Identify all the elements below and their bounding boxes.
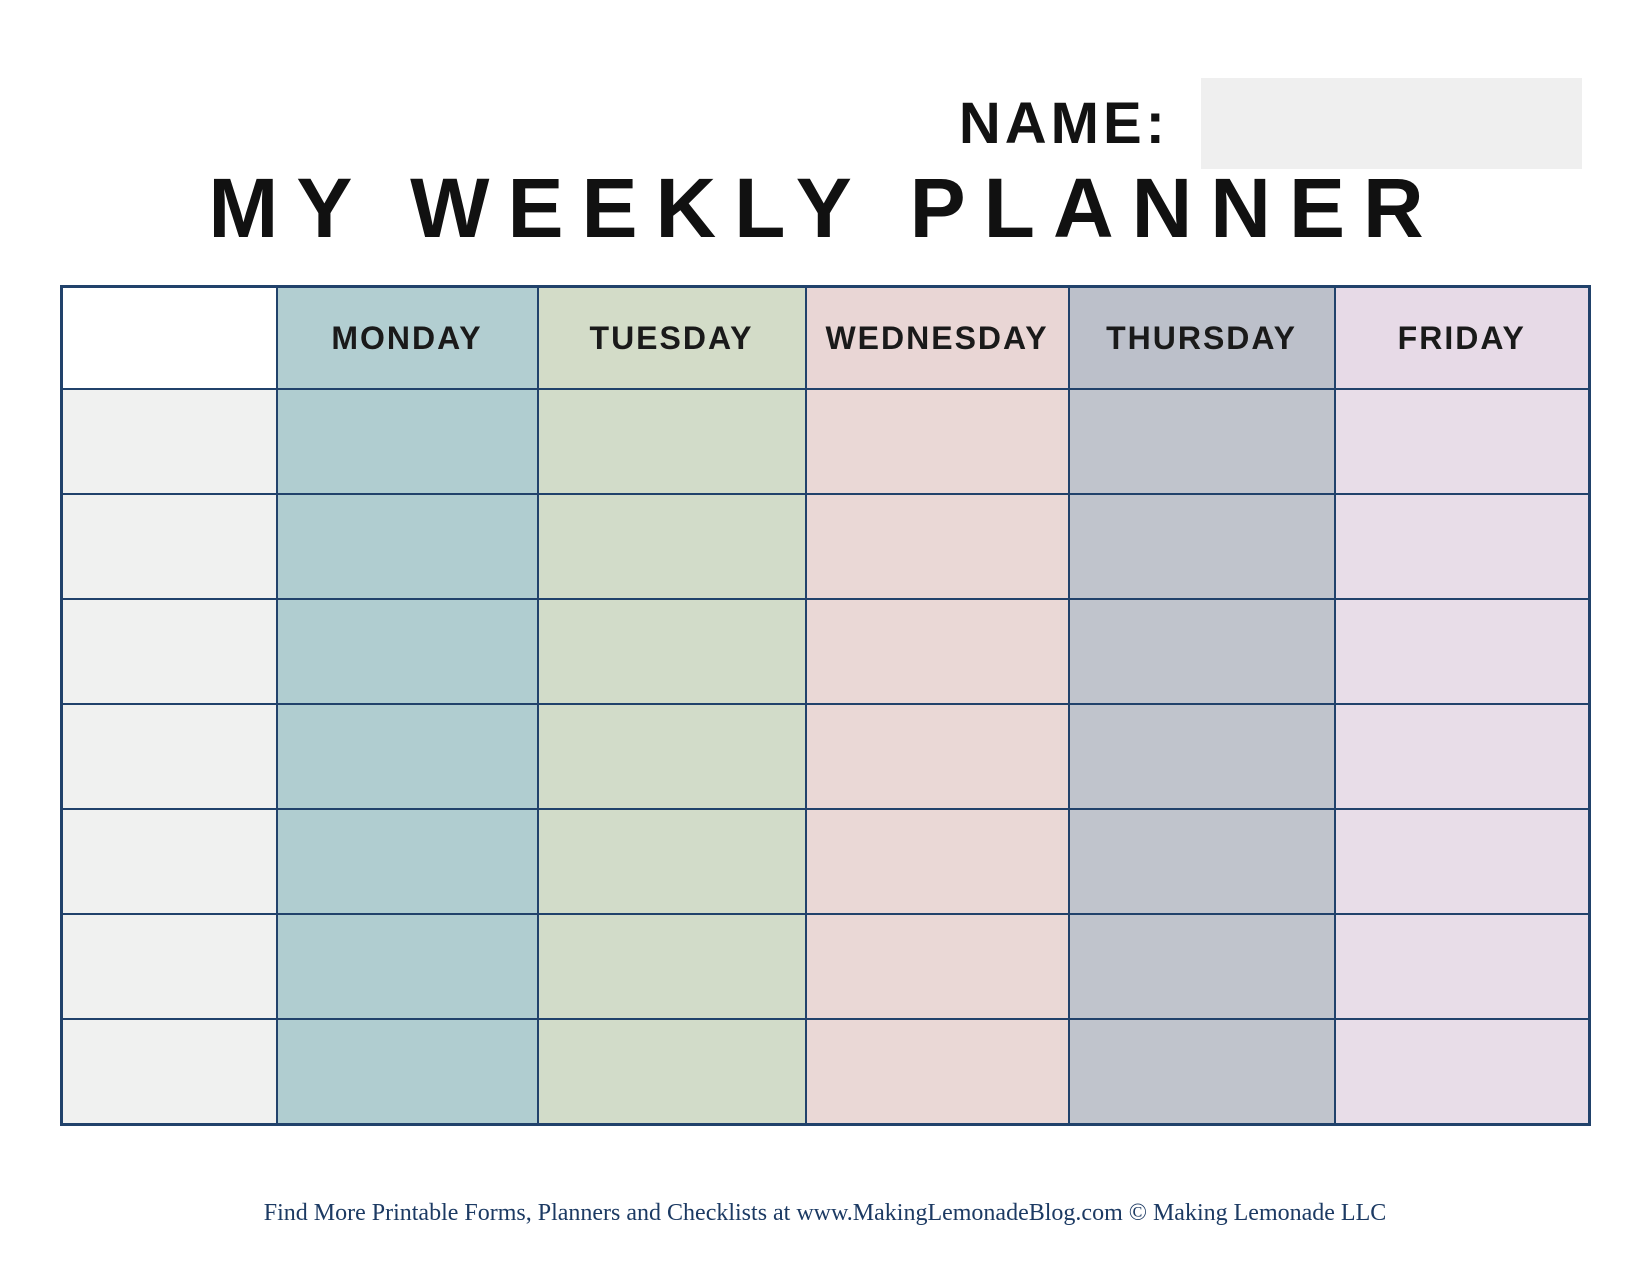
- planner-cell-monday[interactable]: [277, 704, 538, 809]
- header-cell-friday: FRIDAY: [1335, 287, 1590, 390]
- planner-row: [62, 389, 1590, 494]
- planner-cell-blank[interactable]: [62, 494, 277, 599]
- planner-cell-wednesday[interactable]: [806, 1019, 1069, 1125]
- planner-cell-friday[interactable]: [1335, 704, 1590, 809]
- name-input-box[interactable]: [1201, 78, 1582, 169]
- header-cell-blank: [62, 287, 277, 390]
- planner-cell-friday[interactable]: [1335, 389, 1590, 494]
- planner-cell-blank[interactable]: [62, 389, 277, 494]
- planner-cell-thursday[interactable]: [1069, 914, 1335, 1019]
- planner-cell-blank[interactable]: [62, 704, 277, 809]
- header-cell-wednesday: WEDNESDAY: [806, 287, 1069, 390]
- planner-cell-thursday[interactable]: [1069, 599, 1335, 704]
- planner-row: [62, 599, 1590, 704]
- planner-cell-friday[interactable]: [1335, 599, 1590, 704]
- planner-cell-friday[interactable]: [1335, 1019, 1590, 1125]
- planner-body: [62, 389, 1590, 1125]
- planner-cell-wednesday[interactable]: [806, 914, 1069, 1019]
- planner-cell-wednesday[interactable]: [806, 809, 1069, 914]
- planner-row: [62, 914, 1590, 1019]
- planner-cell-friday[interactable]: [1335, 914, 1590, 1019]
- planner-cell-monday[interactable]: [277, 599, 538, 704]
- planner-cell-tuesday[interactable]: [538, 704, 806, 809]
- header-cell-thursday: THURSDAY: [1069, 287, 1335, 390]
- planner-cell-friday[interactable]: [1335, 809, 1590, 914]
- planner-cell-tuesday[interactable]: [538, 809, 806, 914]
- planner-cell-thursday[interactable]: [1069, 389, 1335, 494]
- planner-cell-tuesday[interactable]: [538, 389, 806, 494]
- planner-cell-monday[interactable]: [277, 914, 538, 1019]
- name-label: NAME:: [958, 91, 1169, 156]
- planner-cell-blank[interactable]: [62, 599, 277, 704]
- weekly-planner-table: [60, 285, 1591, 1126]
- header-cell-monday: MONDAY: [277, 287, 538, 390]
- planner-cell-thursday[interactable]: [1069, 1019, 1335, 1125]
- planner-cell-wednesday[interactable]: [806, 704, 1069, 809]
- planner-cell-wednesday[interactable]: [806, 494, 1069, 599]
- planner-cell-tuesday[interactable]: [538, 494, 806, 599]
- planner-cell-tuesday[interactable]: [538, 599, 806, 704]
- planner-row: [62, 809, 1590, 914]
- planner-cell-monday[interactable]: [277, 494, 538, 599]
- planner-cell-friday[interactable]: [1335, 494, 1590, 599]
- planner-row: [62, 704, 1590, 809]
- planner-cell-monday[interactable]: [277, 809, 538, 914]
- planner-cell-blank[interactable]: [62, 914, 277, 1019]
- planner-cell-wednesday[interactable]: [806, 389, 1069, 494]
- planner-cell-tuesday[interactable]: [538, 914, 806, 1019]
- planner-cell-monday[interactable]: [277, 1019, 538, 1125]
- planner-cell-thursday[interactable]: [1069, 494, 1335, 599]
- planner-row: [62, 494, 1590, 599]
- planner-cell-thursday[interactable]: [1069, 704, 1335, 809]
- planner-row: [62, 1019, 1590, 1125]
- planner-cell-thursday[interactable]: [1069, 809, 1335, 914]
- planner-cell-monday[interactable]: [277, 389, 538, 494]
- planner-cell-tuesday[interactable]: [538, 1019, 806, 1125]
- planner-cell-blank[interactable]: [62, 1019, 277, 1125]
- header-row: [62, 287, 1590, 390]
- page-title: MY WEEKLY PLANNER: [208, 161, 1442, 255]
- header-cell-tuesday: TUESDAY: [538, 287, 806, 390]
- name-row: [0, 78, 1582, 169]
- footer-credit: Find More Printable Forms, Planners and Checklists at www.MakingLemonadeBlog.com © Making Lemonade LLC: [263, 1200, 1387, 1226]
- planner-cell-wednesday[interactable]: [806, 599, 1069, 704]
- planner-cell-blank[interactable]: [62, 809, 277, 914]
